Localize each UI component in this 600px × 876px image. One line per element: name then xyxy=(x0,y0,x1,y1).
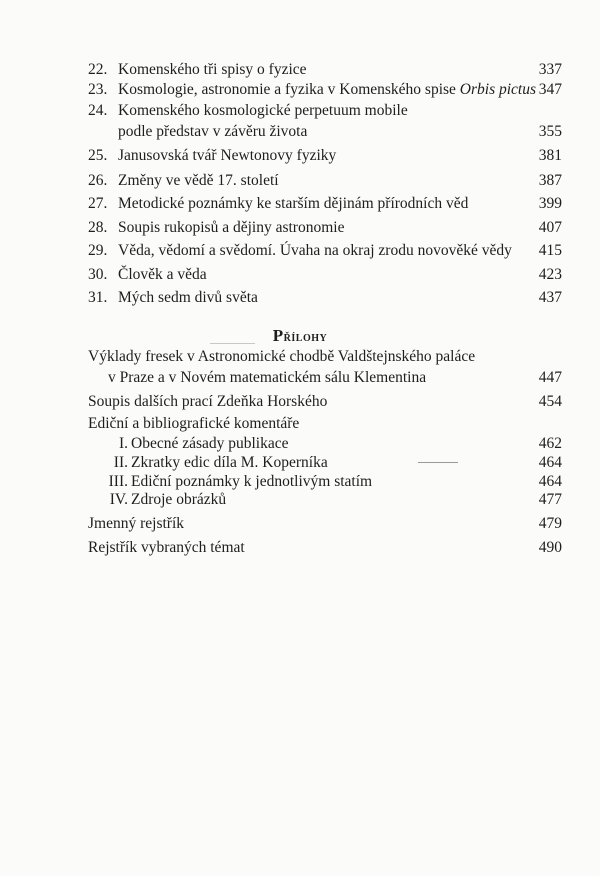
scan-mark xyxy=(210,343,255,344)
toc-entry[interactable] xyxy=(88,434,562,454)
entry-page: 347 xyxy=(538,81,562,98)
toc-section xyxy=(88,414,562,434)
entry-page: 454 xyxy=(538,393,562,410)
entry-page: 464 xyxy=(538,454,562,471)
toc-entry[interactable] xyxy=(88,60,562,80)
entry-title: Metodické poznámky ke starším dějinám přírodních věd xyxy=(118,195,469,212)
entry-number: 28. xyxy=(88,219,108,236)
entry-number: III. xyxy=(108,473,128,490)
entry-title: Janusovská tvář Newtonovy fyziky xyxy=(118,147,337,164)
entry-page: 407 xyxy=(538,219,562,236)
entry-page: 415 xyxy=(538,242,562,259)
entry-page: 447 xyxy=(538,369,562,386)
entry-title: Rejstřík vybraných témat xyxy=(88,539,245,556)
entry-title xyxy=(118,80,536,100)
entry-number: 25. xyxy=(88,147,108,164)
entry-page: 479 xyxy=(538,515,562,532)
entry-page: 462 xyxy=(538,435,562,452)
heading-rest: řílohy xyxy=(283,330,328,345)
toc-entry[interactable] xyxy=(88,80,562,100)
entry-title: Jmenný rejstřík xyxy=(88,515,184,532)
entry-title-line2: podle představ v závěru života xyxy=(118,123,308,140)
entry-number: 31. xyxy=(88,289,108,306)
entry-title: Zkratky edic díla M. Koperníka xyxy=(131,454,328,471)
toc-entry[interactable] xyxy=(88,472,562,492)
toc-entry[interactable] xyxy=(88,453,562,473)
entry-title: Věda, vědomí a svědomí. Úvaha na okraj zrodu novověké vědy xyxy=(118,242,512,259)
toc-entry[interactable] xyxy=(88,288,562,308)
appendix-heading xyxy=(0,326,600,346)
toc-entry[interactable] xyxy=(88,490,562,510)
entry-title: Zdroje obrázků xyxy=(131,491,227,508)
toc-entry[interactable] xyxy=(88,538,562,558)
entry-page: 355 xyxy=(538,123,562,140)
entry-number: 22. xyxy=(88,61,108,78)
entry-number: IV. xyxy=(109,491,128,508)
toc-entry[interactable] xyxy=(88,194,562,214)
entry-title-italic: Orbis pictus xyxy=(459,81,537,98)
entry-page: 381 xyxy=(538,147,562,164)
entry-title: Soupis dalších prací Zdeňka Horského xyxy=(88,393,328,410)
entry-title: Obecné zásady publikace xyxy=(131,435,289,452)
entry-page: 423 xyxy=(538,266,562,283)
toc-entry[interactable] xyxy=(88,347,562,389)
entry-page: 387 xyxy=(538,172,562,189)
toc-entry[interactable] xyxy=(88,171,562,191)
toc-entry[interactable] xyxy=(88,392,562,412)
entry-title: Soupis rukopisů a dějiny astronomie xyxy=(118,219,345,236)
entry-number: 23. xyxy=(88,81,108,98)
entry-number: 26. xyxy=(88,172,108,189)
entry-title: Výklady fresek v Astronomické chodbě Valdštejnského paláce xyxy=(88,348,476,365)
entry-title: Komenského tři spisy o fyzice xyxy=(118,61,307,78)
toc-entry[interactable] xyxy=(88,146,562,166)
entry-title-text: Kosmologie, astronomie a fyzika v Komenského spise xyxy=(118,81,460,98)
scan-mark xyxy=(418,462,458,463)
entry-number: 27. xyxy=(88,195,108,212)
entry-page: 437 xyxy=(538,289,562,306)
entry-title: Člověk a věda xyxy=(118,266,207,283)
entry-page: 490 xyxy=(538,539,562,556)
entry-page: 464 xyxy=(538,473,562,490)
entry-title-line2: v Praze a v Novém matematickém sálu Klementina xyxy=(108,369,427,386)
entry-title: Ediční poznámky k jednotlivým statím xyxy=(131,473,373,490)
heading-initial: P xyxy=(272,326,284,345)
entry-number: II. xyxy=(113,454,128,471)
entry-page: 399 xyxy=(538,195,562,212)
toc-entry[interactable] xyxy=(88,265,562,285)
entry-title: Mých sedm divů světa xyxy=(118,289,258,306)
entry-title: Změny ve vědě 17. století xyxy=(118,172,279,189)
toc-entry[interactable] xyxy=(88,218,562,238)
entry-page: 477 xyxy=(538,491,562,508)
entry-page: 337 xyxy=(538,61,562,78)
toc-entry[interactable] xyxy=(88,241,562,261)
entry-number: 24. xyxy=(88,102,108,119)
toc-entry[interactable] xyxy=(88,514,562,534)
entry-number: I. xyxy=(118,435,128,452)
entry-title: Komenského kosmologické perpetuum mobile xyxy=(118,102,408,119)
entry-number: 30. xyxy=(88,266,108,283)
section-title: Ediční a bibliografické komentáře xyxy=(88,415,300,432)
toc-entry[interactable] xyxy=(88,101,562,143)
entry-number: 29. xyxy=(88,242,108,259)
